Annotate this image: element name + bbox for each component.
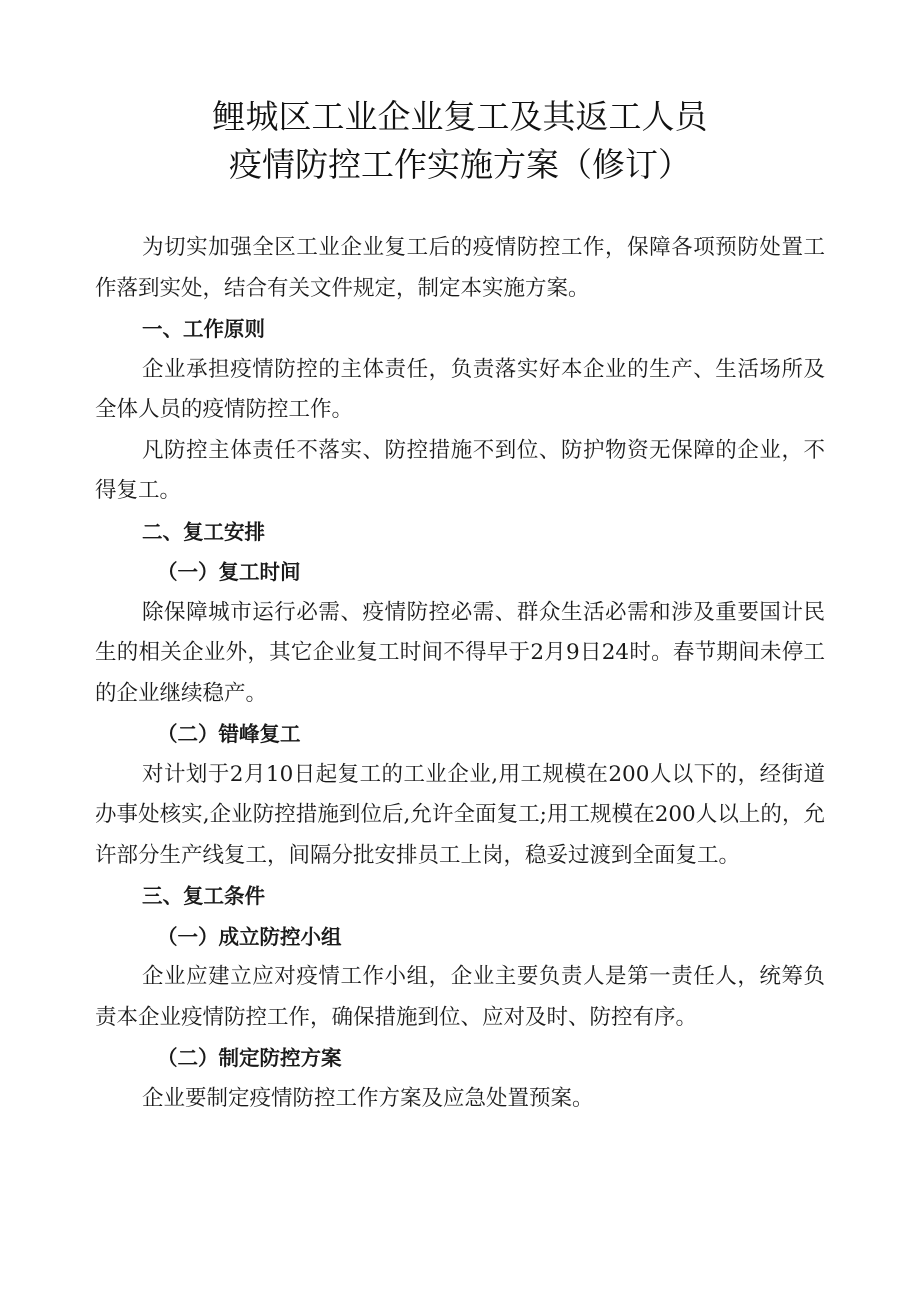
document-title-line1: 鲤城区工业企业复工及其返工人员 [212,97,708,136]
section3-heading: 三、复工条件 [142,884,265,908]
section3-sub1-paragraph: 企业应建立应对疫情工作小组，企业主要负责人是第一责任人，统筹负责本企业疫情防控工作，确保措施到位、应对及时、防控有序。 [95,964,825,1030]
section2-sub1-heading: （一）复工时间 [157,560,301,584]
section3-sub1-heading: （一）成立防控小组 [157,924,342,949]
section1-paragraph2: 凡防控主体责任不落实、防控措施不到位、防护物资无保障的企业，不得复工。 [95,437,825,503]
intro-paragraph: 为切实加强全区工业企业复工后的疫情防控工作，保障各项预防处置工作落到实处，结合有关文件规定，制定本实施方案。 [95,235,825,301]
section1-heading: 一、工作原则 [142,317,265,341]
section2-sub1-paragraph: 除保障城市运行必需、疫情防控必需、群众生活必需和涉及重要国计民生的相关企业外，其它企业复工时间不得早于2月9日24时。春节期间未停工的企业继续稳产。 [95,599,825,706]
section2-sub2-paragraph: 对计划于2月10日起复工的工业企业,用工规模在200人以下的，经街道办事处核实,企业防控措施到位后,允许全面复工;用工规模在200人以上的，允许部分生产线复工，间隔分批安排员工上岗，稳妥过渡到全面复工。 [95,761,825,868]
section2-heading: 二、复工安排 [142,519,265,544]
section1-paragraph1: 企业承担疫情防控的主体责任，负责落实好本企业的生产、生活场所及全体人员的疫情防控工作。 [95,356,825,422]
section2-sub2-heading: （二）错峰复工 [157,722,301,746]
document-body [95,228,825,1119]
section3-sub2-paragraph: 企业要制定疫情防控工作方案及应急处置预案。 [142,1085,594,1111]
document-title-line2: 疫情防控工作实施方案（修订） [229,145,691,184]
section3-sub2-heading: （二）制定防控方案 [157,1046,342,1070]
